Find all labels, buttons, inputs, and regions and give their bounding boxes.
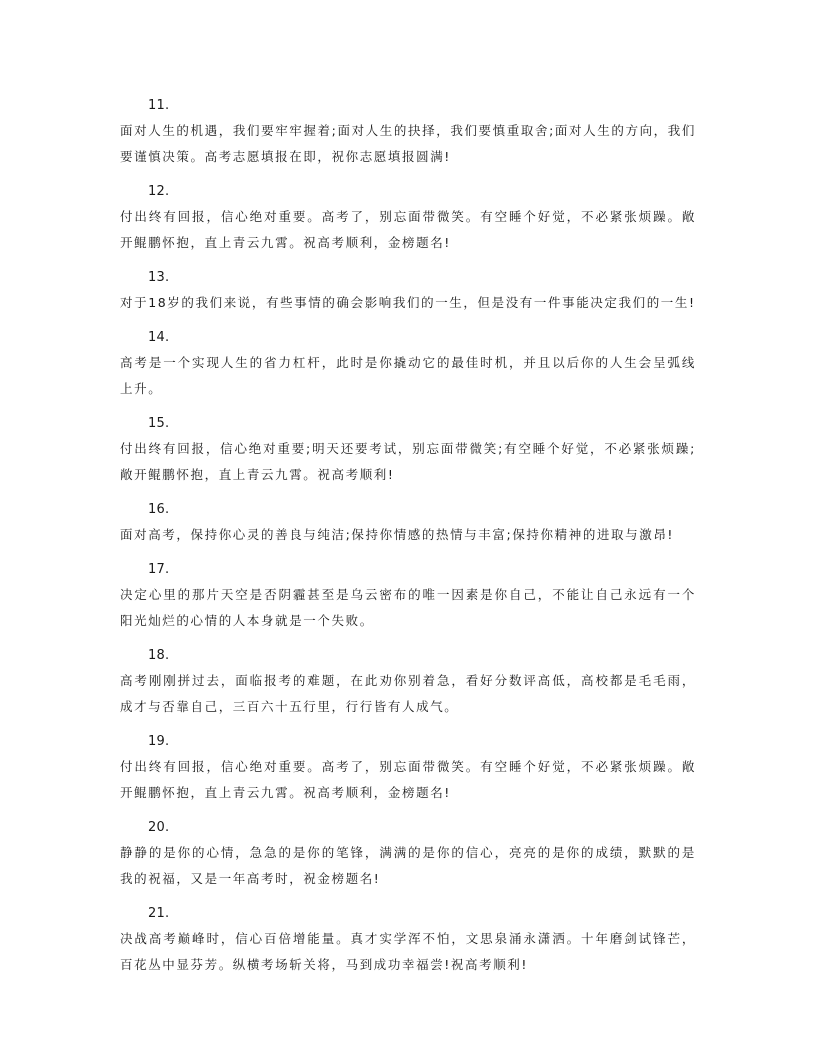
entry-number: 14. [148,330,170,345]
entry-text: 决定心里的那片天空是否阴霾甚至是乌云密布的唯一因素是你自己，不能让自己永远有一个阳光灿烂的心情的人本身就是一个失败。 [120,587,696,628]
entry-17 [120,560,696,634]
entry-18 [120,646,696,720]
entry-number: 15. [148,416,170,431]
entry-text: 决战高考巅峰时，信心百倍增能量。真才实学浑不怕，文思泉涌永潇洒。十年磨剑试锋芒，百花丛中显芬芳。纵横考场斩关将，马到成功幸福尝!祝高考顺利! [120,931,696,972]
entry-text: 面对人生的机遇，我们要牢牢握着;面对人生的抉择，我们要慎重取舍;面对人生的方向，我们要谨慎决策。高考志愿填报在即，祝你志愿填报圆满! [120,123,696,164]
entry-text: 付出终有回报，信心绝对重要;明天还要考试，别忘面带微笑;有空睡个好觉，不必紧张烦躁;敞开鲲鹏怀抱，直上青云九霄。祝高考顺利! [120,441,696,482]
entry-13 [120,268,696,316]
entry-number: 17. [148,562,170,577]
entry-number: 16. [148,502,170,517]
entry-12 [120,182,696,256]
entry-number: 13. [148,270,170,285]
entry-number: 21. [148,906,170,921]
entry-number: 18. [148,648,170,663]
entry-text: 对于18岁的我们来说，有些事情的确会影响我们的一生，但是没有一件事能决定我们的一生! [120,295,696,310]
entry-14 [120,328,696,402]
entry-20 [120,818,696,892]
entry-text: 付出终有回报，信心绝对重要。高考了，别忘面带微笑。有空睡个好觉，不必紧张烦躁。敞开鲲鹏怀抱，直上青云九霄。祝高考顺利，金榜题名! [120,209,696,250]
entry-11 [120,96,696,170]
entry-number: 12. [148,184,170,199]
entry-text: 高考刚刚拼过去，面临报考的难题，在此劝你别着急，看好分数评高低，高校都是毛毛雨，成才与否靠自己，三百六十五行里，行行皆有人成气。 [120,673,696,714]
entry-text: 付出终有回报，信心绝对重要。高考了，别忘面带微笑。有空睡个好觉，不必紧张烦躁。敞开鲲鹏怀抱，直上青云九霄。祝高考顺利，金榜题名! [120,759,696,800]
entry-21 [120,904,696,978]
entry-text: 静静的是你的心情，急急的是你的笔锋，满满的是你的信心，亮亮的是你的成绩，默默的是我的祝福，又是一年高考时，祝金榜题名! [120,845,696,886]
entry-text: 高考是一个实现人生的省力杠杆，此时是你撬动它的最佳时机，并且以后你的人生会呈弧线上升。 [120,355,696,396]
entry-19 [120,732,696,806]
entry-16 [120,500,696,548]
entry-15 [120,414,696,488]
entry-text: 面对高考，保持你心灵的善良与纯洁;保持你情感的热情与丰富;保持你精神的进取与激昂! [120,527,675,542]
entry-number: 20. [148,820,170,835]
entry-number: 11. [148,98,170,113]
entry-number: 19. [148,734,170,749]
